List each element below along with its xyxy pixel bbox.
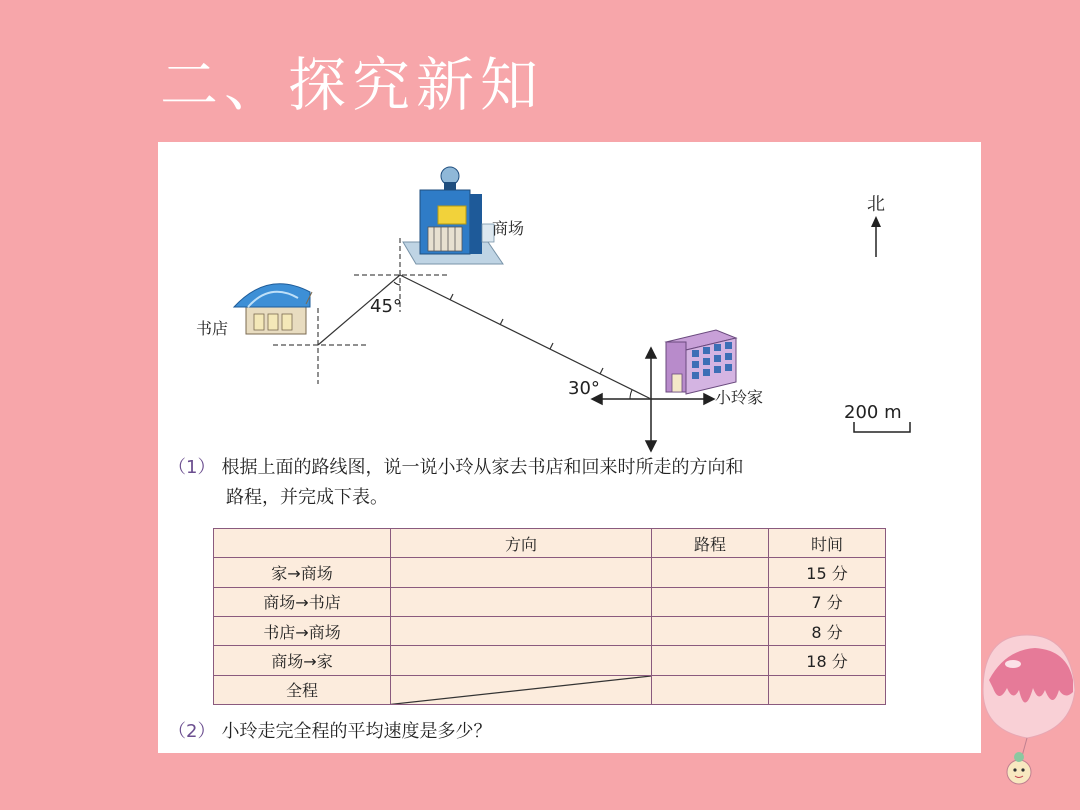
scale-bar bbox=[854, 422, 910, 432]
content-panel bbox=[158, 142, 981, 753]
direction-cell[interactable] bbox=[391, 587, 652, 616]
angle-arc-home bbox=[630, 390, 632, 399]
angle-arc-mall bbox=[394, 282, 400, 285]
table-header-row bbox=[214, 529, 886, 558]
question-2 bbox=[168, 717, 491, 747]
table-header-direction: 方向 bbox=[391, 529, 652, 558]
mall-label: 商场 bbox=[492, 219, 525, 238]
question-1-number: （1） bbox=[168, 457, 216, 478]
home-building-icon bbox=[666, 330, 736, 394]
table-row bbox=[214, 646, 886, 675]
table-header-time: 时间 bbox=[769, 529, 886, 558]
distance-cell[interactable] bbox=[652, 675, 769, 704]
question-2-number: （2） bbox=[168, 721, 216, 742]
table-header-route bbox=[214, 529, 391, 558]
distance-cell[interactable] bbox=[652, 587, 769, 616]
route-table bbox=[213, 528, 886, 705]
route-ticks bbox=[450, 294, 603, 374]
north-label: 北 bbox=[867, 194, 885, 215]
route-cell: 商场→书店 bbox=[214, 587, 391, 616]
time-cell: 8 分 bbox=[769, 616, 886, 645]
direction-cell[interactable] bbox=[391, 616, 652, 645]
time-cell: 7 分 bbox=[769, 587, 886, 616]
table-row bbox=[214, 675, 886, 704]
route-cell: 书店→商场 bbox=[214, 616, 391, 645]
time-cell bbox=[769, 675, 886, 704]
table-row bbox=[214, 587, 886, 616]
direction-cell[interactable] bbox=[391, 646, 652, 675]
question-1-line2: 路程，并完成下表。 bbox=[226, 487, 388, 508]
distance-cell[interactable] bbox=[652, 558, 769, 587]
distance-cell[interactable] bbox=[652, 616, 769, 645]
diagonal-slash bbox=[391, 676, 651, 704]
time-cell: 15 分 bbox=[769, 558, 886, 587]
route-lines bbox=[318, 275, 651, 399]
bookstore-building-icon bbox=[234, 284, 312, 334]
question-2-text: 小玲走完全程的平均速度是多少？ bbox=[221, 721, 492, 742]
question-1-line1: 根据上面的路线图，说一说小玲从家去书店和回来时所走的方向和 bbox=[221, 457, 744, 478]
table-header-distance: 路程 bbox=[652, 529, 769, 558]
bookstore-label: 书店 bbox=[196, 319, 229, 338]
table-row bbox=[214, 616, 886, 645]
distance-cell[interactable] bbox=[652, 646, 769, 675]
route-cell: 商场→家 bbox=[214, 646, 391, 675]
balloon-decoration-icon bbox=[975, 630, 1075, 800]
route-cell: 家→商场 bbox=[214, 558, 391, 587]
angle-label-mall: 45° bbox=[370, 296, 402, 317]
table-row bbox=[214, 558, 886, 587]
time-cell: 18 分 bbox=[769, 646, 886, 675]
north-arrow-icon bbox=[871, 216, 881, 257]
angle-label-home: 30° bbox=[568, 378, 600, 399]
mall-building-icon bbox=[403, 167, 503, 264]
scale-label: 200 m bbox=[844, 402, 902, 423]
direction-cell[interactable] bbox=[391, 558, 652, 587]
slide-title: 二、探究新知 bbox=[160, 51, 545, 119]
question-1 bbox=[168, 453, 968, 513]
route-map bbox=[158, 142, 981, 453]
home-label: 小玲家 bbox=[715, 388, 764, 407]
direction-cell-crossed bbox=[391, 675, 652, 704]
route-cell: 全程 bbox=[214, 675, 391, 704]
